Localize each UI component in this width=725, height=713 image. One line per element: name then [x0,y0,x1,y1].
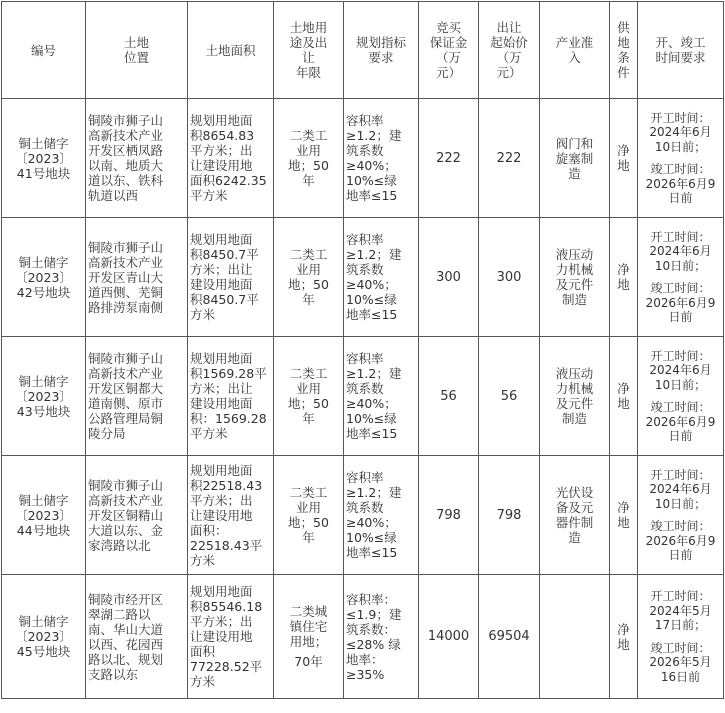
location-cell: 铜陵市经开区 翠湖二路以 南、华山大道 以西、花园西 路以北、规划 支路以东 [86,575,188,699]
header-row [2,2,724,99]
start-price-cell: 222 [479,99,540,218]
start-time: 开工时间： 2024年6月 10日前； [649,467,712,511]
plot-id-cell: 铜土储字 〔2023〕 41号地块 [2,99,86,218]
finish-time: 竣工时间： 2026年5月 16日前 [649,640,712,684]
industry-cell [540,575,610,699]
header-deposit: 竞买 保证金 （万 元） [419,2,479,99]
area-cell: 规划用地面 积1569.28平 方米；出让 建设用地面 积：1569.28 平方米 [188,337,274,456]
industry-cell: 阀门和 旋塞制 造 [540,99,610,218]
requirements-cell: 容积率 ≥1.2；建 筑系数 ≥40%； 10%≤绿 地率≤15 [344,456,419,575]
header-condition: 供 地 条 件 [610,2,638,99]
industry-cell: 液压动 力机械 及元件 制造 [540,337,610,456]
deposit-cell: 56 [419,337,479,456]
start-time: 开工时间： 2024年5月 17日前； [649,589,712,632]
time-requirement-cell [638,575,724,699]
area-cell: 规划用地面 积8450.7平 方米；出让 建设用地面 积8450.7平 方米 [188,218,274,337]
requirements-cell: 容积率： ≤1.9；建 筑系数： ≤28% 绿 地率： ≥35% [344,575,419,699]
time-requirement-cell [638,337,724,456]
area-cell: 规划用地面 积8654.83 平方米；出 让建设用地 面积6242.35 平方米 [188,99,274,218]
time-requirement-cell [638,456,724,575]
finish-time: 竣工时间： 2026年6月9 日前 [645,400,716,443]
header-requirements: 规划指标 要求 [344,2,419,99]
start-price-cell: 300 [479,218,540,337]
start-price-cell: 56 [479,337,540,456]
land-auction-table [1,1,724,699]
start-price-cell: 798 [479,456,540,575]
time-requirement-cell [638,218,724,337]
use-term-cell: 二类城 镇住宅 用地； 70年 [274,575,344,699]
use-term-cell: 二类工 业用 地；50 年 [274,456,344,575]
area-cell: 规划用地面 积22518.43 平方米；出 让建设用地 面积： 22518.43平 方米 [188,456,274,575]
table-row [2,456,724,575]
header-start-price: 出让 起始价 （万 元） [479,2,540,99]
condition-cell: 净 地 [610,99,638,218]
start-price-cell: 69504 [479,575,540,699]
location-cell: 铜陵市狮子山 高新技术产业 开发区铜都大 道南侧、原市 公路管理局铜 陵分局 [86,337,188,456]
use-term-cell: 二类工 业用 地；50 年 [274,337,344,456]
plot-id-cell: 铜土储字 〔2023〕 42号地块 [2,218,86,337]
industry-cell: 光伏设 备及元 器件制 造 [540,456,610,575]
header-location: 土地 位置 [86,2,188,99]
requirements-cell: 容积率 ≥1.2；建 筑系数 ≥40%； 10%≤绿 地率≤15 [344,218,419,337]
condition-cell: 净 地 [610,337,638,456]
requirements-cell: 容积率 ≥1.2；建 筑系数 ≥40%； 10%≤绿 地率≤15 [344,337,419,456]
deposit-cell: 300 [419,218,479,337]
use-term-cell: 二类工 业用 地；50 年 [274,99,344,218]
header-id: 编号 [2,2,86,99]
use-term-cell: 二类工 业用 地；50 年 [274,218,344,337]
start-time: 开工时间： 2024年6月 10日前； [649,110,712,154]
deposit-cell: 798 [419,456,479,575]
location-cell: 铜陵市狮子山 高新技术产业 开发区栖凤路 以南、地质大 道以东、铁科 轨道以西 [86,99,188,218]
location-cell: 铜陵市狮子山 高新技术产业 开发区青山大 道西侧、芜铜 路排涝泵南侧 [86,218,188,337]
requirements-cell: 容积率 ≥1.2；建 筑系数 ≥40%； 10%≤绿 地率≤15 [344,99,419,218]
time-requirement-cell [638,99,724,218]
finish-time: 竣工时间： 2026年6月9 日前 [645,281,716,324]
location-cell: 铜陵市狮子山 高新技术产业 开发区铜精山 大道以东、金 家湾路以北 [86,456,188,575]
finish-time: 竣工时间： 2026年6月9 日前 [645,519,716,562]
table-row [2,337,724,456]
condition-cell: 净 地 [610,218,638,337]
deposit-cell: 14000 [419,575,479,699]
area-cell: 规划用地面 积85546.18 平方米；出 让建设用地 面积 77228.52平 方米 [188,575,274,699]
condition-cell: 净 地 [610,456,638,575]
table-row [2,218,724,337]
table-row [2,99,724,218]
condition-cell: 净 地 [610,575,638,699]
table-row [2,575,724,699]
header-time: 开、竣工 时间要求 [638,2,724,99]
industry-cell: 液压动 力机械 及元件 制造 [540,218,610,337]
plot-id-cell: 铜土储字 〔2023〕 45号地块 [2,575,86,699]
header-use-term: 土地用 途及出 让 年限 [274,2,344,99]
finish-time: 竣工时间： 2026年6月9 日前 [645,162,716,205]
start-time: 开工时间： 2024年6月 10日前； [649,229,712,273]
deposit-cell: 222 [419,99,479,218]
plot-id-cell: 铜土储字 〔2023〕 43号地块 [2,337,86,456]
plot-id-cell: 铜土储字 〔2023〕 44号地块 [2,456,86,575]
header-area: 土地面积 [188,2,274,99]
start-time: 开工时间： 2024年6月 10日前； [649,348,712,392]
header-industry: 产业准 入 [540,2,610,99]
